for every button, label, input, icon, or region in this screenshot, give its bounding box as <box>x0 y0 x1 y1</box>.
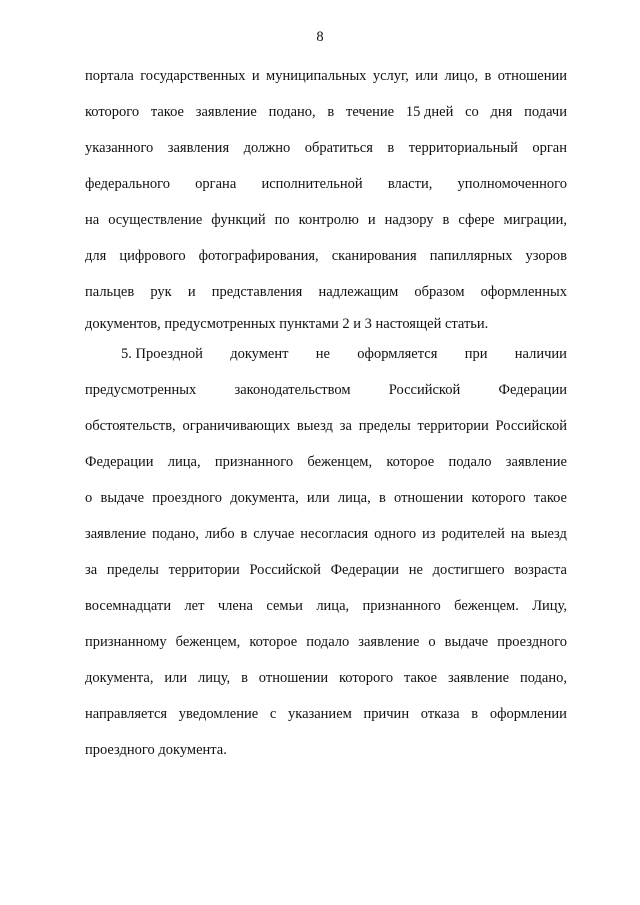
word: оформленных <box>480 284 567 300</box>
word: 15 дней <box>405 104 454 120</box>
word: признанному <box>85 634 167 650</box>
word: и <box>187 284 196 300</box>
word: рук <box>150 284 172 300</box>
text-line <box>85 67 567 85</box>
word: проездного <box>497 634 567 650</box>
word: не <box>315 346 330 362</box>
text-line <box>85 489 567 507</box>
word: такое <box>150 104 184 120</box>
word: территориальный <box>408 140 518 156</box>
word: Федерации <box>85 454 154 470</box>
word: в <box>387 140 395 156</box>
word: в <box>484 68 492 84</box>
word: исполнительной <box>261 176 363 192</box>
word: отказа <box>420 706 460 722</box>
word: подано, <box>519 670 567 686</box>
word: семьи <box>266 598 303 614</box>
text-line <box>85 561 567 579</box>
word: заявление <box>505 454 567 470</box>
word: дня <box>490 104 513 120</box>
word: возраста <box>514 562 567 578</box>
word: выдаче <box>100 490 145 506</box>
word: на <box>510 526 525 542</box>
word: заявление <box>195 104 257 120</box>
word: обратиться <box>304 140 373 156</box>
word: в <box>327 104 335 120</box>
text-line <box>85 381 567 399</box>
word: лица, <box>316 598 350 614</box>
word: отношении <box>258 670 329 686</box>
word: Российской <box>249 562 321 578</box>
word: указанного <box>85 140 154 156</box>
word: подало <box>448 454 492 470</box>
word: функций <box>211 212 266 228</box>
word: власти, <box>387 176 433 192</box>
word: образом <box>414 284 465 300</box>
word: орган <box>532 140 567 156</box>
text-line <box>85 417 567 435</box>
word: одного <box>374 526 417 542</box>
word: оформляется <box>357 346 438 362</box>
word: о <box>85 490 93 506</box>
word: представления <box>211 284 303 300</box>
text-line <box>85 175 567 193</box>
word: Лицу, <box>532 598 567 614</box>
word: в <box>241 670 248 686</box>
word: предусмотренных <box>85 382 197 398</box>
text-line <box>85 283 567 301</box>
word: документа, <box>85 670 154 686</box>
word: государственных <box>140 68 246 84</box>
word: течение <box>346 104 395 120</box>
word: отношении <box>394 490 464 506</box>
word: пределы <box>106 562 159 578</box>
text-line <box>85 103 567 121</box>
word: контролю <box>298 212 359 228</box>
word: документа, <box>230 490 299 506</box>
word: пальцев <box>85 284 135 300</box>
word: папиллярных <box>429 248 513 264</box>
word: или <box>164 670 188 686</box>
word: признанного <box>362 598 441 614</box>
word: указанием <box>288 706 352 722</box>
text-line <box>85 453 567 471</box>
word: по <box>274 212 290 228</box>
word: должно <box>243 140 291 156</box>
word: узоров <box>525 248 567 264</box>
word: заявления <box>167 140 230 156</box>
word: Российской <box>495 418 567 434</box>
word: причин <box>363 706 410 722</box>
word: с <box>269 706 277 722</box>
word: отношении <box>497 68 567 84</box>
word: подало <box>306 634 350 650</box>
word: подано, <box>152 526 200 542</box>
word: лица, <box>167 454 201 470</box>
word: надлежащим <box>318 284 399 300</box>
word: ограничивающих <box>182 418 291 434</box>
text-line-last: документов, предусмотренных пунктами 2 и 3 настоящей статьи. <box>85 316 489 332</box>
word: или <box>306 490 330 506</box>
word: которое <box>249 634 298 650</box>
word: лицо, <box>444 68 479 84</box>
word: органа <box>195 176 237 192</box>
word: надзору <box>384 212 434 228</box>
word: законодательством <box>234 382 351 398</box>
word: в <box>378 490 386 506</box>
word: достигшего <box>432 562 505 578</box>
word: члена <box>217 598 253 614</box>
word: беженцем. <box>454 598 519 614</box>
word: за <box>85 562 98 578</box>
text-line <box>85 597 567 615</box>
word: подачи <box>524 104 567 120</box>
word: заявление <box>358 634 420 650</box>
word: за <box>339 418 352 434</box>
word: заявление <box>447 670 510 686</box>
text-line <box>85 139 567 157</box>
word: подано, <box>268 104 316 120</box>
word: 5. Проездной <box>121 346 203 362</box>
word: муниципальных <box>266 68 367 84</box>
word: для <box>85 248 107 264</box>
word: в <box>240 526 248 542</box>
word: из <box>422 526 436 542</box>
word: которого <box>338 670 394 686</box>
word: сфере <box>458 212 495 228</box>
word: и <box>251 68 260 84</box>
word: территории <box>417 418 489 434</box>
word: родителей <box>441 526 505 542</box>
word: на <box>85 212 100 228</box>
word: которое <box>386 454 435 470</box>
word: лицу, <box>198 670 231 686</box>
word: направляется <box>85 706 168 722</box>
word: при <box>464 346 488 362</box>
text-line <box>85 705 567 723</box>
word: проездного <box>152 490 222 506</box>
word: федерального <box>85 176 170 192</box>
word: лица, <box>337 490 371 506</box>
word: которого <box>471 490 526 506</box>
word: Российской <box>388 382 461 398</box>
word: и <box>367 212 376 228</box>
word: или <box>415 68 439 84</box>
text-line <box>85 525 567 543</box>
word: беженцем, <box>307 454 373 470</box>
word: в <box>471 706 479 722</box>
word: либо <box>204 526 235 542</box>
word: восемнадцати <box>85 598 172 614</box>
word: сканирования <box>331 248 417 264</box>
word: цифрового <box>119 248 186 264</box>
word: лет <box>184 598 205 614</box>
word: уполномоченного <box>457 176 567 192</box>
text-line <box>85 247 567 265</box>
word: заявление <box>85 526 147 542</box>
word: со <box>465 104 479 120</box>
word: которого <box>85 104 140 120</box>
word: признанного <box>214 454 294 470</box>
word: документ <box>230 346 289 362</box>
text-line <box>85 211 567 229</box>
word: обстоятельств, <box>85 418 176 434</box>
word: не <box>408 562 423 578</box>
text-line-last: проездного документа. <box>85 742 227 758</box>
text-line <box>85 669 567 687</box>
word: Федерации <box>330 562 400 578</box>
word: территории <box>168 562 240 578</box>
word: выезд <box>296 418 333 434</box>
word: портала <box>85 68 134 84</box>
word: оформлении <box>489 706 567 722</box>
word: в <box>442 212 450 228</box>
word: такое <box>403 670 438 686</box>
word: миграции, <box>503 212 567 228</box>
word: наличии <box>514 346 567 362</box>
page-number: 8 <box>316 29 324 45</box>
word: о <box>428 634 436 650</box>
word: выдаче <box>444 634 489 650</box>
word: выезд <box>530 526 567 542</box>
word: пределы <box>358 418 411 434</box>
word: Федерации <box>498 382 567 398</box>
word: несогласия <box>300 526 369 542</box>
word: осуществление <box>108 212 203 228</box>
word: уведомление <box>178 706 259 722</box>
word: услуг, <box>372 68 409 84</box>
text-line-first <box>121 345 567 363</box>
word: такое <box>533 490 567 506</box>
word: фотографирования, <box>198 248 319 264</box>
word: случае <box>253 526 295 542</box>
word: беженцем, <box>175 634 241 650</box>
text-line <box>85 633 567 651</box>
